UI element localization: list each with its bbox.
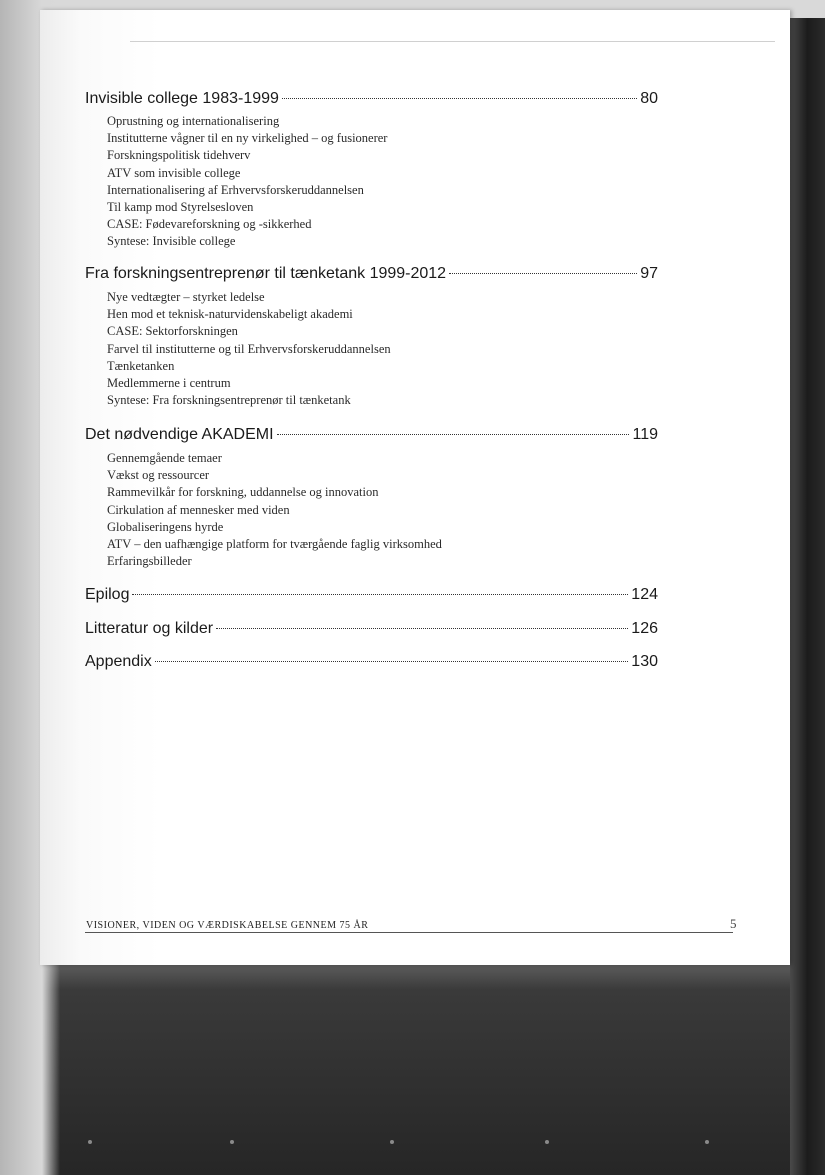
toc-subsection: Til kamp mod Styrelsesloven [107,200,254,215]
scanner-bed-marks [0,1140,825,1150]
toc-heading-invisible-college[interactable] [85,90,658,112]
toc-subsection: Rammevilkår for forskning, uddannelse og innovation [107,485,379,500]
toc-page-number: 119 [632,426,658,443]
dot-leader [449,273,637,274]
toc-subsection-list [107,450,442,570]
toc-page-number: 80 [640,90,658,107]
toc-subsection: Institutterne vågner til en ny virkelighed – og fusionerer [107,131,388,146]
toc-subsection: Oprustning og internationalisering [107,114,280,128]
toc-heading-appendix[interactable] [85,653,658,675]
toc-heading-epilog[interactable] [85,586,658,608]
dot-leader [282,98,637,99]
toc-page-number: 126 [631,620,658,637]
toc-subsection: Globaliseringens hyrde [107,519,224,534]
dot-leader [132,594,628,595]
toc-subsection: Farvel til institutterne og til Erhvervsforskeruddannelsen [107,341,391,356]
toc-heading-title: Fra forskningsentreprenør til tænketank 1999-2012 [85,265,447,282]
toc-subsection: CASE: Sektorforskningen [107,324,238,339]
toc-page-number: 97 [640,265,658,282]
toc-subsection: Vækst og ressourcer [107,468,210,483]
scanner-mark [705,1140,709,1144]
toc-heading-title: Appendix [85,653,152,670]
footer-divider [85,932,733,933]
toc-heading-tanketank[interactable] [85,265,658,287]
toc-heading-title: Invisible college 1983-1999 [85,90,279,107]
scanner-mark [230,1140,234,1144]
toc-subsection: Hen mod et teknisk-naturvidenskabeligt akademi [107,307,353,322]
toc-subsection: CASE: Fødevareforskning og -sikkerhed [107,217,312,232]
toc-subsection: Medlemmerne i centrum [107,376,231,391]
scanner-mark [545,1140,549,1144]
toc-heading-akademi[interactable] [85,426,658,448]
toc-heading-litteratur[interactable] [85,620,658,642]
dot-leader [155,661,629,662]
book-page [40,10,790,965]
toc-subsection: Tænketanken [107,358,175,373]
toc-subsection: ATV – den uafhængige platform for tværgående faglig virksomhed [107,537,442,552]
toc-subsection: Syntese: Fra forskningsentreprenør til tænketank [107,393,351,408]
table-of-contents [40,10,790,965]
toc-subsection: Syntese: Invisible college [107,234,236,249]
toc-heading-title: Litteratur og kilder [85,620,214,637]
dot-leader [216,628,628,629]
toc-page-number: 124 [631,586,658,603]
toc-page-number: 130 [631,653,658,670]
toc-subsection-list [107,113,387,251]
toc-subsection: Cirkulation af mennesker med viden [107,502,290,517]
toc-subsection: Internationalisering af Erhvervsforskeruddannelsen [107,182,364,197]
toc-subsection: Gennemgående temaer [107,451,222,465]
dot-leader [277,434,630,435]
book-binding-edge [790,18,825,1175]
scanner-mark [390,1140,394,1144]
toc-subsection: ATV som invisible college [107,165,241,180]
running-footer: VISIONER, VIDEN OG VÆRDISKABELSE GENNEM 75 ÅR [86,920,369,931]
toc-heading-title: Epilog [85,586,130,603]
toc-subsection-list [107,289,391,409]
toc-subsection: Nye vedtægter – styrket ledelse [107,290,265,304]
toc-subsection: Forskningspolitisk tidehverv [107,148,251,163]
toc-subsection: Erfaringsbilleder [107,554,192,569]
toc-heading-title: Det nødvendige AKADEMI [85,426,274,443]
scanner-mark [88,1140,92,1144]
footer-page-number: 5 [730,916,737,931]
